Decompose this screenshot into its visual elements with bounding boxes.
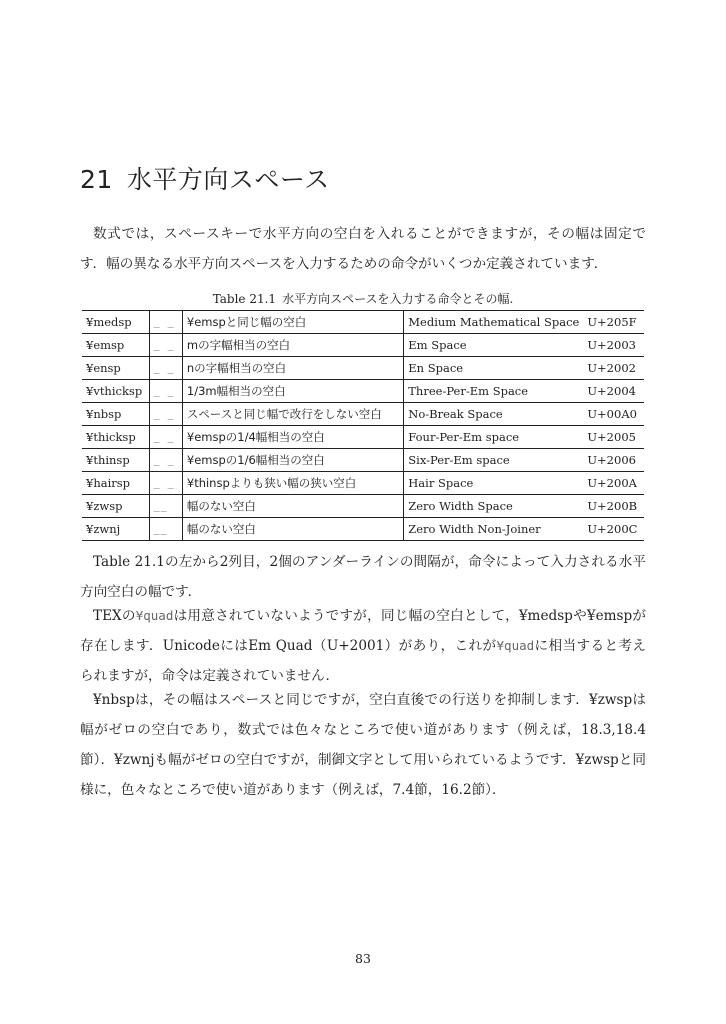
table-explanation-paragraph: Table 21.1の左から2列目，2個のアンダーラインの間隔が，命令によって入力される水平方向空白の幅です． (80, 554, 646, 600)
width-sample-cell: _ _ (149, 426, 182, 449)
table-row (82, 449, 644, 472)
table-row (82, 311, 644, 334)
description-cell: mの字幅相当の空白 (182, 334, 403, 357)
intro-paragraph: 数式では，スペースキーで水平方向の空白を入れることができますが，その幅は固定です．幅の異なる水平方向スペースを入力するための命令がいくつか定義されています． (80, 226, 646, 272)
tex-logo: TEX (93, 608, 122, 624)
unicode-name-cell: Em Space (404, 334, 584, 357)
width-sample-cell: _ _ (149, 357, 182, 380)
description-cell: ¥emspの1/6幅相当の空白 (182, 449, 403, 472)
description-cell: スペースと同じ幅で改行をしない空白 (182, 403, 403, 426)
width-sample-cell: _ _ (149, 472, 182, 495)
unicode-name-cell: Zero Width Non-Joiner (404, 518, 584, 541)
spaces-table (82, 310, 644, 541)
width-sample-cell: _ _ (149, 449, 182, 472)
code-point-cell: U+200A (583, 472, 644, 495)
page-number: 83 (355, 951, 371, 966)
description-cell: 1/3m幅相当の空白 (182, 380, 403, 403)
command-cell: ¥ensp (82, 357, 149, 380)
table-row (82, 357, 644, 380)
table-row (82, 472, 644, 495)
unicode-name-cell: No-Break Space (404, 403, 584, 426)
spaces-table-body (82, 311, 644, 541)
code-point-cell: U+2004 (583, 380, 644, 403)
unicode-name-cell: Hair Space (404, 472, 584, 495)
section-number: 21 (80, 165, 113, 194)
command-cell: ¥emsp (82, 334, 149, 357)
width-sample-cell: __ (149, 518, 182, 541)
description-cell: ¥thinspよりも狭い幅の狭い空白 (182, 472, 403, 495)
section-title (80, 160, 330, 196)
nbsp-zwsp-paragraph: ¥nbspは，その幅はスペースと同じですが，空白直後での行送りを抑制します．¥zwspは幅がゼロの空白であり，数式では色々なところで使い道があります（例えば，18.3,18.4節）．¥zwnjも幅がゼロの空白ですが，制御文字として用いられているようです．¥zwspと同様に，色々なところで使い道があります（例えば，7.4節，16.2節）． (80, 692, 646, 798)
table-row (82, 334, 644, 357)
command-cell: ¥nbsp (82, 403, 149, 426)
quad-paragraph-part-c: に相当すると考えられますが，命令は定義されていません． (80, 638, 647, 684)
code-point-cell: U+200C (583, 518, 644, 541)
quad-paragraph-part-a: の (121, 608, 136, 624)
code-point-cell: U+2006 (583, 449, 644, 472)
table-row (82, 518, 644, 541)
code-point-cell: U+00A0 (583, 403, 644, 426)
table-row (82, 495, 644, 518)
quad-paragraph (80, 601, 646, 691)
width-sample-cell: _ _ (149, 380, 182, 403)
unicode-name-cell: Six-Per-Em space (404, 449, 584, 472)
description-cell: 幅のない空白 (182, 518, 403, 541)
unicode-name-cell: Four-Per-Em space (404, 426, 584, 449)
quad-command-1: ¥quad (135, 608, 174, 623)
command-cell: ¥zwsp (82, 495, 149, 518)
description-cell: 幅のない空白 (182, 495, 403, 518)
unicode-name-cell: Three-Per-Em Space (404, 380, 584, 403)
unicode-name-cell: Zero Width Space (404, 495, 584, 518)
table-caption-label: Table 21.1 (212, 292, 277, 306)
command-cell: ¥thicksp (82, 426, 149, 449)
description-cell: ¥emspの1/4幅相当の空白 (182, 426, 403, 449)
width-sample-cell: _ _ (149, 403, 182, 426)
unicode-name-cell: Medium Mathematical Space (404, 311, 584, 334)
table-caption-text: 水平方向スペースを入力する命令とその幅. (282, 292, 514, 306)
command-cell: ¥vthicksp (82, 380, 149, 403)
code-point-cell: U+2005 (583, 426, 644, 449)
code-point-cell: U+200B (583, 495, 644, 518)
quad-paragraph-part-b: は用意されていないようですが，同じ幅の空白として，¥medspや¥emspが存在します．UnicodeにはEm Quad（U+2001）があり，これが (80, 608, 647, 654)
command-cell: ¥thinsp (82, 449, 149, 472)
table-row (82, 380, 644, 403)
code-point-cell: U+2002 (583, 357, 644, 380)
width-sample-cell: __ (149, 495, 182, 518)
width-sample-cell: _ _ (149, 334, 182, 357)
table-row (82, 403, 644, 426)
code-point-cell: U+205F (583, 311, 644, 334)
width-sample-cell: _ _ (149, 311, 182, 334)
quad-command-2: ¥quad (496, 638, 535, 653)
section-title-text: 水平方向スペース (126, 165, 330, 194)
command-cell: ¥hairsp (82, 472, 149, 495)
table-caption (0, 290, 726, 307)
code-point-cell: U+2003 (583, 334, 644, 357)
command-cell: ¥medsp (82, 311, 149, 334)
description-cell: ¥emspと同じ幅の空白 (182, 311, 403, 334)
table-row (82, 426, 644, 449)
command-cell: ¥zwnj (82, 518, 149, 541)
unicode-name-cell: En Space (404, 357, 584, 380)
description-cell: nの字幅相当の空白 (182, 357, 403, 380)
